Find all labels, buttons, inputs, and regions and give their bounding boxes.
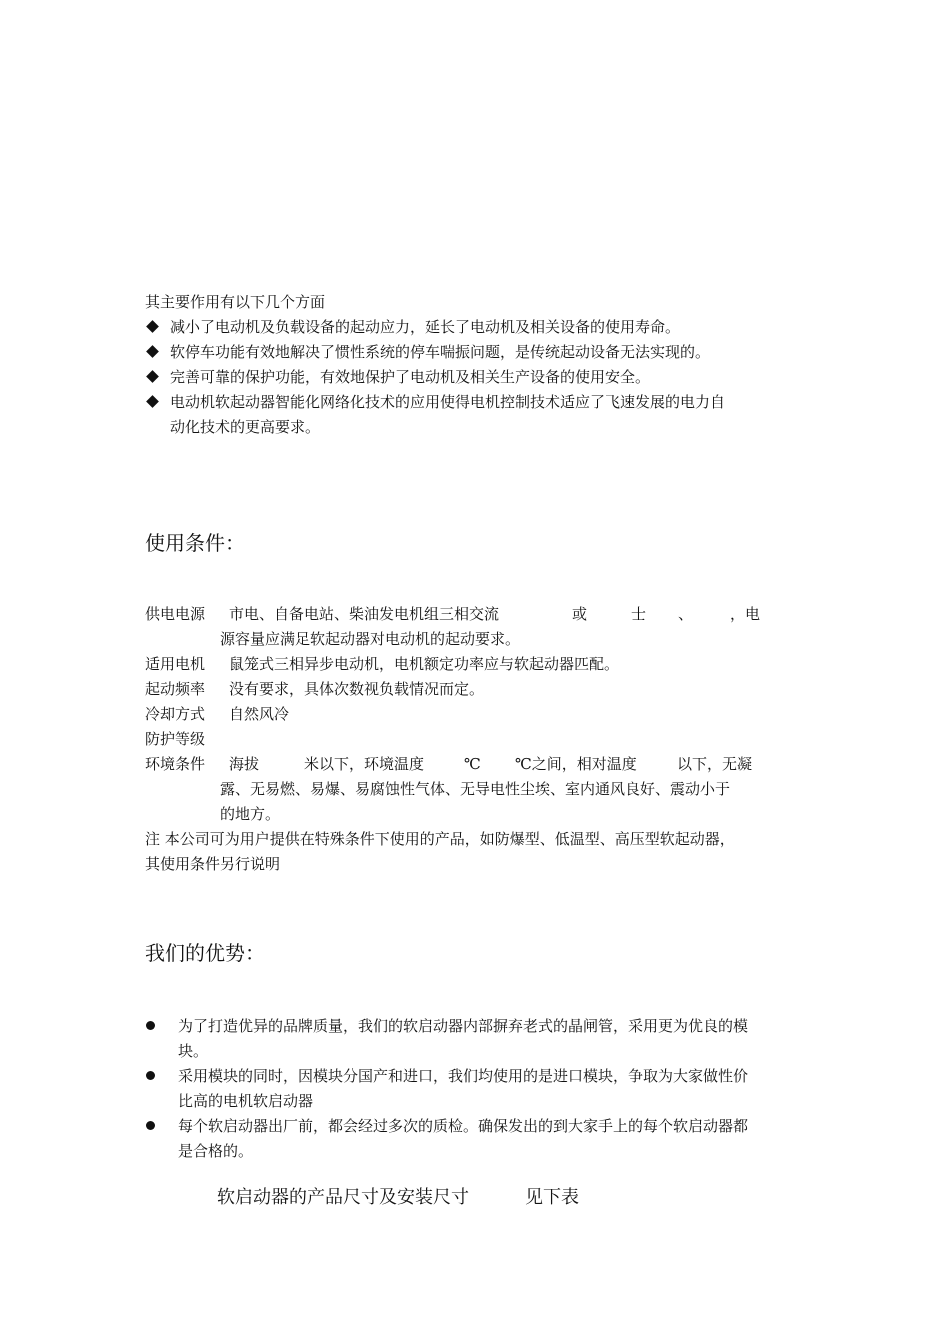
frequency-value: 没有要求，具体次数视负载情况而定。 — [229, 680, 485, 698]
motor-label: 适用电机 — [145, 655, 206, 673]
environment-altitude: 海拔 — [229, 755, 260, 773]
environment-celsius-1: ℃ — [464, 755, 481, 773]
bullet-dot-icon — [146, 1021, 155, 1030]
advantage-1-continued: 块。 — [178, 1042, 209, 1060]
advantage-2-continued: 比高的电机软启动器 — [178, 1092, 314, 1110]
power-value-continued: 源容量应满足软起动器对电动机的起动要求。 — [220, 630, 521, 648]
note-line-2: 其使用条件另行说明 — [145, 855, 281, 873]
power-dian: ，电 — [730, 605, 761, 623]
environment-line-2: 露、无易燃、易爆、易腐蚀性气体、无导电性尘埃、室内通风良好、震动小于 — [220, 780, 731, 798]
cooling-label: 冷却方式 — [145, 705, 206, 723]
bullet-dot-icon — [146, 1071, 155, 1080]
note-line-1: 注 本公司可为用户提供在特殊条件下使用的产品，如防爆型、低温型、高压型软起动器， — [145, 830, 735, 848]
advantage-2: 采用模块的同时，因模块分国产和进口，我们均使用的是进口模块，争取为大家做性价 — [178, 1067, 749, 1085]
diamond-bullet-icon — [146, 345, 159, 358]
function-item-4-continued: 动化技术的更高要求。 — [170, 418, 321, 436]
motor-value: 鼠笼式三相异步电动机，电机额定功率应与软起动器匹配。 — [229, 655, 620, 673]
power-or: 或 — [572, 605, 588, 623]
power-comma: 、 — [678, 605, 694, 623]
frequency-label: 起动频率 — [145, 680, 206, 698]
advantage-3-continued: 是合格的。 — [178, 1142, 254, 1160]
protection-label: 防护等级 — [145, 730, 206, 748]
see-table-text: 见下表 — [525, 1187, 579, 1208]
functions-intro: 其主要作用有以下几个方面 — [145, 293, 326, 311]
environment-condensation: 以下，无凝 — [677, 755, 753, 773]
function-item-2: 软停车功能有效地解决了惯性系统的停车喘振问题，是传统起动设备无法实现的。 — [170, 343, 711, 361]
advantage-3: 每个软启动器出厂前，都会经过多次的质检。确保发出的到大家手上的每个软启动器都 — [178, 1117, 749, 1135]
conditions-heading: 使用条件： — [145, 531, 245, 555]
environment-line-3: 的地方。 — [220, 805, 281, 823]
function-item-1: 减小了电动机及负载设备的起动应力，延长了电动机及相关设备的使用寿命。 — [170, 318, 681, 336]
cooling-value: 自然风冷 — [229, 705, 290, 723]
environment-label: 环境条件 — [145, 755, 206, 773]
power-value: 市电、自备电站、柴油发电机组三相交流 — [229, 605, 500, 623]
power-label: 供电电源 — [145, 605, 206, 623]
bullet-dot-icon — [146, 1121, 155, 1130]
advantage-1: 为了打造优异的品牌质量，我们的软启动器内部摒弃老式的晶闸管，采用更为优良的模 — [178, 1017, 749, 1035]
environment-humidity: ℃之间，相对温度 — [515, 755, 637, 773]
diamond-bullet-icon — [146, 320, 159, 333]
size-caption: 软启动器的产品尺寸及安装尺寸 — [217, 1187, 469, 1208]
environment-temp: 米以下，环境温度 — [304, 755, 425, 773]
power-plusminus: 士 — [631, 605, 647, 623]
function-item-3: 完善可靠的保护功能，有效地保护了电动机及相关生产设备的使用安全。 — [170, 368, 651, 386]
function-item-4: 电动机软起动器智能化网络化技术的应用使得电机控制技术适应了飞速发展的电力自 — [170, 393, 726, 411]
diamond-bullet-icon — [146, 370, 159, 383]
advantages-heading: 我们的优势： — [145, 941, 265, 965]
diamond-bullet-icon — [146, 395, 159, 408]
